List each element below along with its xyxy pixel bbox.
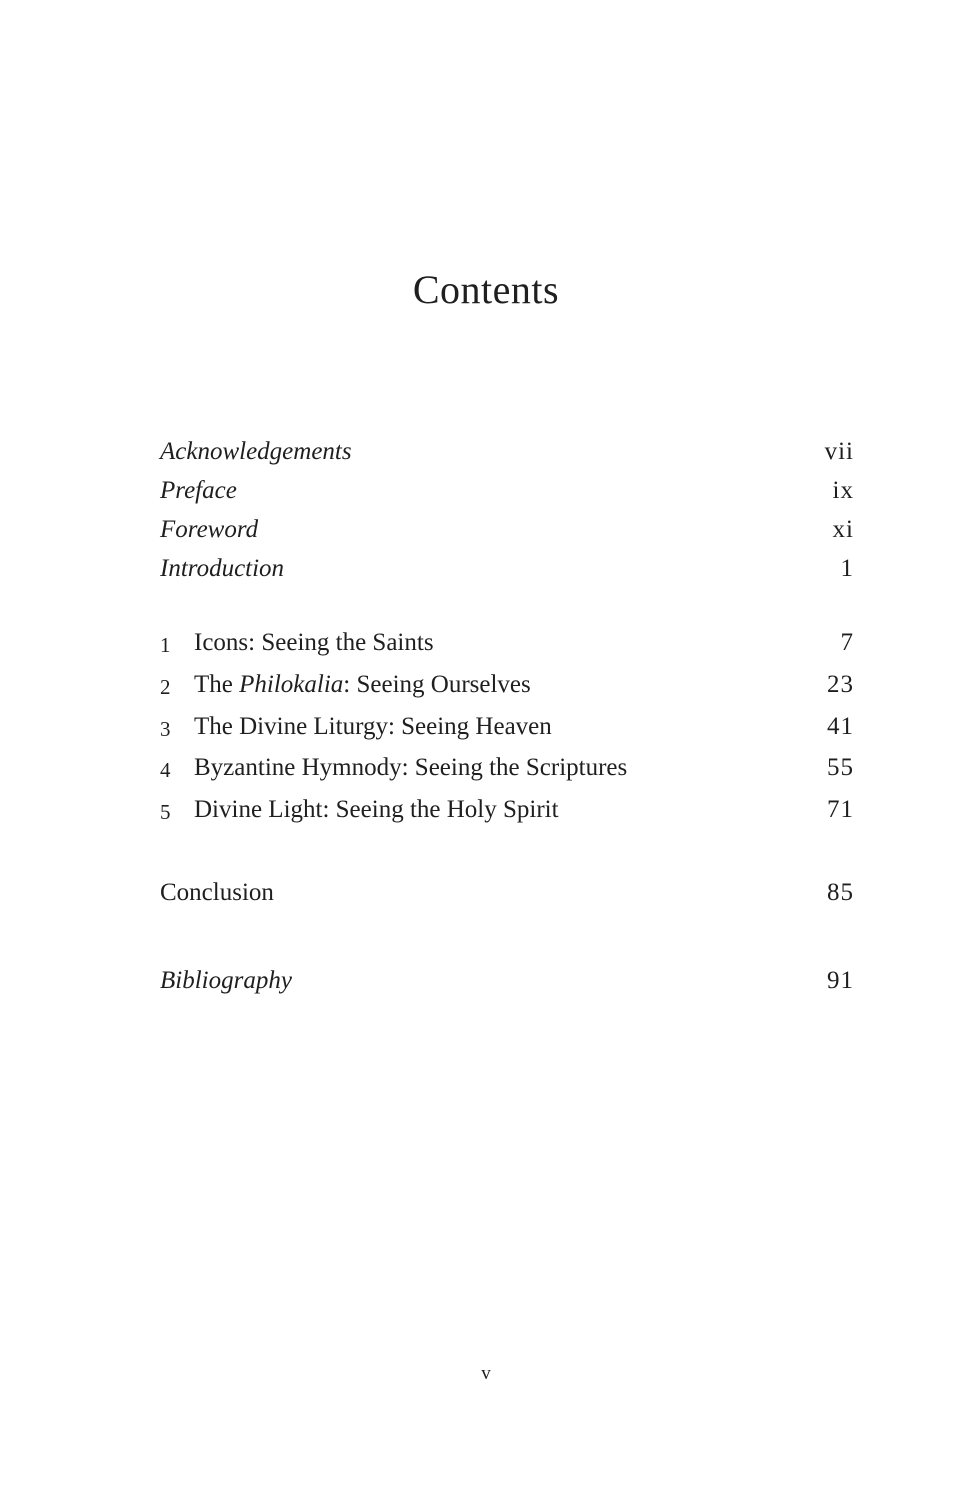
toc-entry-page: xi: [832, 516, 854, 543]
chapter-title: Byzantine Hymnody: Seeing the Scriptures: [194, 754, 628, 781]
toc-entry-page: ix: [832, 477, 854, 504]
page-title: Contents: [412, 267, 560, 312]
toc-entry-page: 71: [827, 796, 854, 823]
toc-chapter-4[interactable]: [160, 751, 854, 785]
toc-chapter-1[interactable]: [160, 626, 854, 660]
chapter-number: 1: [160, 633, 171, 657]
toc-chapter-2[interactable]: [160, 668, 854, 702]
toc-entry-introduction[interactable]: [160, 552, 854, 586]
chapter-number: 5: [160, 800, 171, 824]
chapter-title: Divine Light: Seeing the Holy Spirit: [194, 796, 559, 823]
toc-entry-page: 1: [840, 555, 854, 582]
table-of-contents: [160, 0, 854, 1500]
toc-entry-acknowledgements[interactable]: [160, 435, 854, 469]
toc-entry-label: Foreword: [160, 516, 259, 543]
toc-entry-page: 91: [827, 967, 854, 994]
toc-entry-page: 85: [827, 879, 854, 906]
toc-entry-page: 7: [840, 629, 854, 656]
toc-entry-bibliography[interactable]: [160, 964, 854, 998]
chapter-number: 3: [160, 717, 171, 741]
toc-entry-page: 55: [827, 754, 854, 781]
toc-entry-foreword[interactable]: [160, 513, 854, 547]
chapter-number: 4: [160, 758, 171, 782]
toc-entry-page: vii: [824, 438, 854, 465]
toc-entry-preface[interactable]: [160, 474, 854, 508]
toc-entry-page: 41: [827, 713, 854, 740]
toc-entry-label: Bibliography: [160, 967, 292, 994]
toc-entry-label: Introduction: [160, 555, 285, 582]
toc-entry-conclusion[interactable]: [160, 876, 854, 910]
chapter-title: Icons: Seeing the Saints: [194, 629, 434, 656]
chapter-title: The Philokalia: Seeing Ourselves: [194, 671, 531, 698]
chapter-number: 2: [160, 675, 171, 699]
toc-chapter-3[interactable]: [160, 710, 854, 744]
toc-entry-label: Conclusion: [160, 879, 274, 906]
toc-entry-label: Acknowledgements: [160, 438, 352, 465]
toc-chapter-5[interactable]: [160, 793, 854, 827]
toc-entry-page: 23: [827, 671, 854, 698]
toc-entry-label: Preface: [160, 477, 237, 504]
page-number: v: [481, 1363, 491, 1384]
chapter-title: The Divine Liturgy: Seeing Heaven: [194, 713, 552, 740]
